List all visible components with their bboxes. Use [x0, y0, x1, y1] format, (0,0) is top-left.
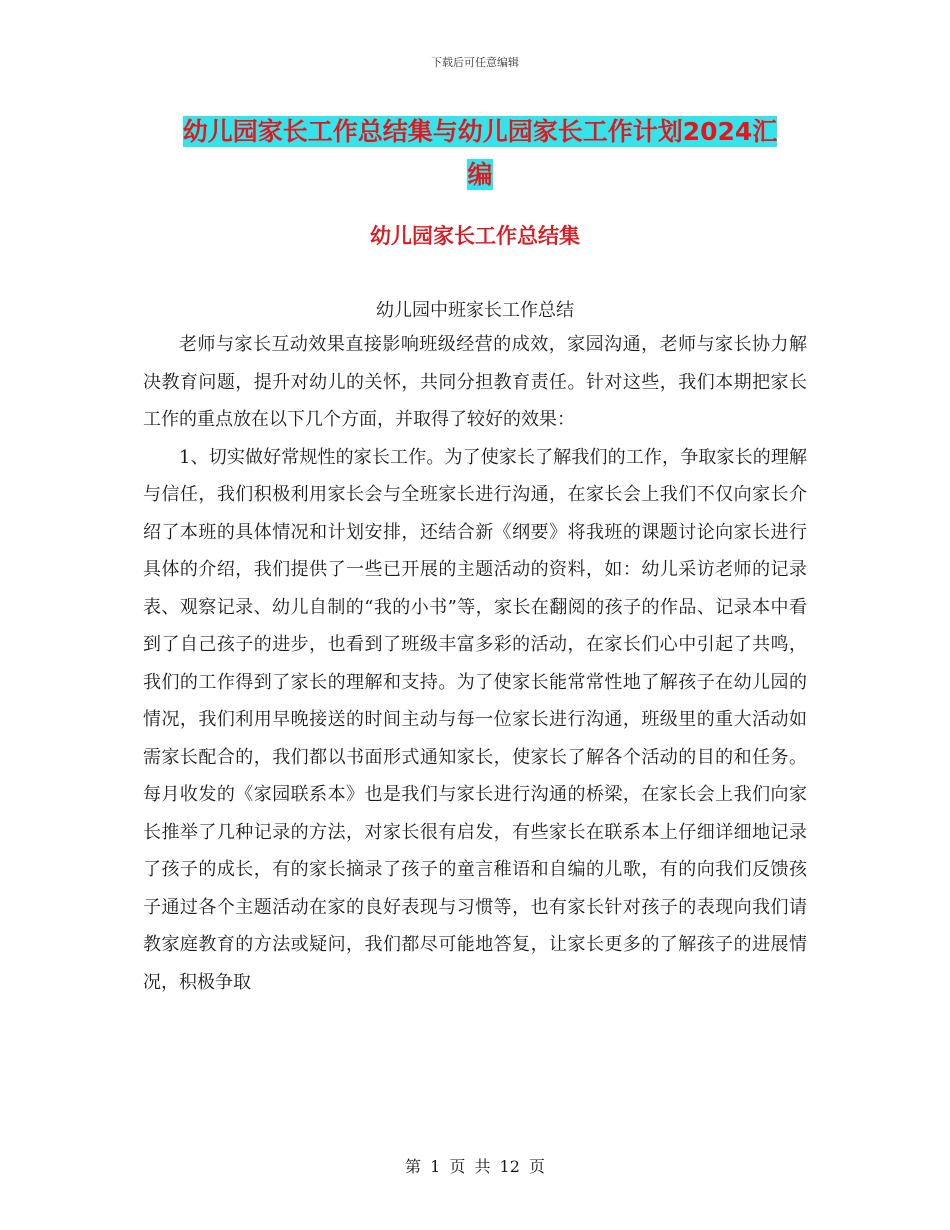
paragraph: 1、切实做好常规性的家长工作。为了使家长了解我们的工作，争取家长的理解与信任，我们积极利用家长会与全班家长进行沟通，在家长会上我们不仅向家长介绍了本班的具体情况和计划安排，还结合新《纲要》将我班的课题讨论向家长进行具体的介绍，我们提供了一些已开展的主题活动的资料，如：幼儿采访老师的记录表、观察记录、幼儿自制的“我的小书”等，家长在翻阅的孩子的作品、记录本中看到了自己孩子的进步，也看到了班级丰富多彩的活动，在家长们心中引起了共鸣，我们的工作得到了家长的理解和支持。为了使家长能常常性地了解孩子在幼儿园的情况，我们利用早晚接送的时间主动与每一位家长进行沟通，班级里的重大活动如需家长配合的，我们都以书面形式通知家长，使家长了解各个活动的目的和任务。每月收发的《家园联系本》也是我们与家长进行沟通的桥梁，在家长会上我们向家长推举了几种记录的方法，对家长很有启发，有些家长在联系本上仔细详细地记录了孩子的成长，有的家长摘录了孩子的童言稚语和自编的儿歌，有的向我们反馈孩子通过各个主题活动在家的良好表现与习惯等，也有家长针对孩子的表现向我们请教家庭教育的方法或疑问，我们都尽可能地答复，让家长更多的了解孩子的进展情况，积极争取 [143, 446, 807, 993]
paragraph: 老师与家长互动效果直接影响班级经营的成效，家园沟通，老师与家长协力解决教育问题，提升对幼儿的关怀，共同分担教育责任。针对这些，我们本期把家长工作的重点放在以下几个方面，并取得了较好的效果： [143, 334, 807, 430]
document-title-line1: 幼儿园家长工作总结集与幼儿园家长工作计划2024汇 [182, 117, 778, 146]
document-title-line2: 编 [467, 160, 493, 189]
body-text [143, 326, 807, 1001]
section-heading: 幼儿园家长工作总结集 [370, 224, 580, 248]
header-note: 下载后可任意编辑 [431, 56, 519, 69]
sub-title: 幼儿园中班家长工作总结 [376, 300, 574, 321]
page-footer: 第 1 页 共 12 页 [405, 1157, 545, 1176]
document-title [140, 110, 820, 196]
